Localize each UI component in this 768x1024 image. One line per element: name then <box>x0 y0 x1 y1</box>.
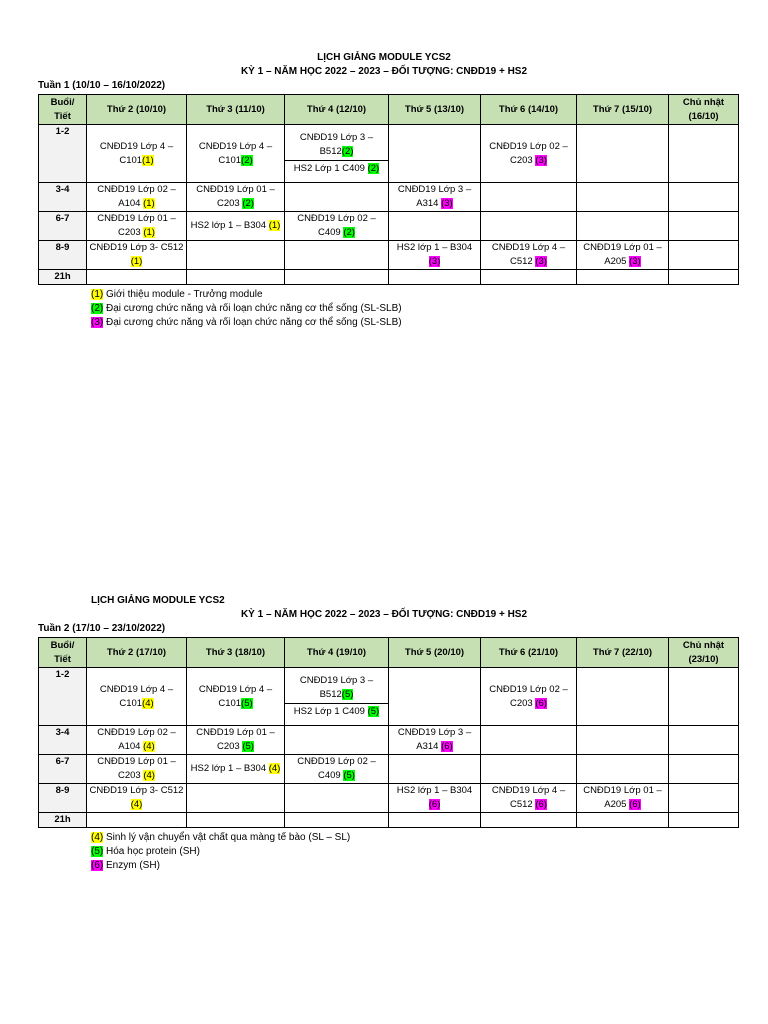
empty-cell <box>577 270 669 285</box>
empty-cell <box>285 813 389 828</box>
session-cell: CNĐD19 Lớp 02 – C409 (2) <box>285 212 389 241</box>
slot-label: 6-7 <box>39 755 87 784</box>
empty-cell <box>669 270 739 285</box>
session-cell: CNĐD19 Lớp 02 – A104 (4) <box>87 726 187 755</box>
session-cell: CNĐD19 Lớp 4 – C101(4) <box>87 668 187 726</box>
empty-cell <box>481 726 577 755</box>
header-tue: Thứ 3 (11/10) <box>187 95 285 125</box>
session-cell: CNĐD19 Lớp 4 – C101(1) <box>87 125 187 183</box>
empty-cell <box>187 270 285 285</box>
session-cell-split: CNĐD19 Lớp 3 – B512(5) HS2 Lớp 1 C409 (5) <box>285 668 389 726</box>
session-cell: CNĐD19 Lớp 02 – C409 (5) <box>285 755 389 784</box>
empty-cell <box>285 726 389 755</box>
session-cell: CNĐD19 Lớp 4 – C512 (3) <box>481 241 577 270</box>
session-cell: CNĐD19 Lớp 4 – C101(5) <box>187 668 285 726</box>
session-cell: HS2 lớp 1 – B304 (6) <box>389 784 481 813</box>
session-cell: CNĐD19 Lớp 01 – C203 (2) <box>187 183 285 212</box>
schedule-table <box>38 637 739 828</box>
slot-label: 3-4 <box>39 726 87 755</box>
slot-label: 3-4 <box>39 183 87 212</box>
header-sun: Chủ nhật (23/10) <box>669 638 739 668</box>
session-cell: CNĐD19 Lớp 01 – A205 (3) <box>577 241 669 270</box>
empty-cell <box>481 212 577 241</box>
legend-item: (5) Hóa học protein (SH) <box>91 846 200 857</box>
session-cell: HS2 lớp 1 – B304 (4) <box>187 755 285 784</box>
empty-cell <box>577 726 669 755</box>
header-fri: Thứ 6 (14/10) <box>481 95 577 125</box>
header-slot: Buổi/ Tiết <box>39 638 87 668</box>
empty-cell <box>481 270 577 285</box>
empty-cell <box>389 668 481 726</box>
schedule-table <box>38 94 739 285</box>
header-mon: Thứ 2 (10/10) <box>87 95 187 125</box>
slot-label: 1-2 <box>39 125 87 183</box>
session-cell: CNĐD19 Lớp 3 – A314 (3) <box>389 183 481 212</box>
header-tue: Thứ 3 (18/10) <box>187 638 285 668</box>
session-cell: CNĐD19 Lớp 01 – C203 (4) <box>87 755 187 784</box>
session-cell-split: CNĐD19 Lớp 3 – B512(2) HS2 Lớp 1 C409 (2) <box>285 125 389 183</box>
header-sun: Chủ nhật (16/10) <box>669 95 739 125</box>
legend-item: (3) Đại cương chức năng và rối loạn chức năng cơ thể sống (SL-SLB) <box>91 317 402 328</box>
legend-item: (4) Sinh lý vận chuyển vật chất qua màng tế bào (SL – SL) <box>91 832 351 843</box>
header-sat: Thứ 7 (22/10) <box>577 638 669 668</box>
empty-cell <box>389 755 481 784</box>
empty-cell <box>87 270 187 285</box>
schedule-title: LỊCH GIẢNG MODULE YCS2 <box>91 595 225 606</box>
legend <box>91 831 350 873</box>
slot-label: 1-2 <box>39 668 87 726</box>
session-cell: CNĐD19 Lớp 02 – C203 (3) <box>481 125 577 183</box>
empty-cell <box>577 813 669 828</box>
empty-cell <box>669 183 739 212</box>
empty-cell <box>669 755 739 784</box>
session-cell: HS2 lớp 1 – B304 (3) <box>389 241 481 270</box>
empty-cell <box>577 755 669 784</box>
empty-cell <box>481 755 577 784</box>
header-sat: Thứ 7 (15/10) <box>577 95 669 125</box>
session-cell: CNĐD19 Lớp 3- C512 (1) <box>87 241 187 270</box>
header-fri: Thứ 6 (21/10) <box>481 638 577 668</box>
empty-cell <box>669 125 739 183</box>
empty-cell <box>285 784 389 813</box>
empty-cell <box>669 726 739 755</box>
session-cell: CNĐD19 Lớp 01 – C203 (1) <box>87 212 187 241</box>
empty-cell <box>669 241 739 270</box>
session-cell: CNĐD19 Lớp 01 – C203 (5) <box>187 726 285 755</box>
slot-label: 6-7 <box>39 212 87 241</box>
empty-cell <box>577 125 669 183</box>
empty-cell <box>389 125 481 183</box>
empty-cell <box>389 212 481 241</box>
empty-cell <box>669 813 739 828</box>
header-mon: Thứ 2 (17/10) <box>87 638 187 668</box>
empty-cell <box>187 241 285 270</box>
week-label: Tuần 1 (10/10 – 16/10/2022) <box>38 80 166 91</box>
schedule-subtitle: KỲ 1 – NĂM HỌC 2022 – 2023 – ĐỐI TƯỢNG: CNĐD19 + HS2 <box>240 609 528 620</box>
empty-cell <box>669 668 739 726</box>
header-thu: Thứ 5 (13/10) <box>389 95 481 125</box>
empty-cell <box>481 813 577 828</box>
session-cell: CNĐD19 Lớp 3- C512 (4) <box>87 784 187 813</box>
empty-cell <box>187 813 285 828</box>
empty-cell <box>577 668 669 726</box>
header-thu: Thứ 5 (20/10) <box>389 638 481 668</box>
session-cell: CNĐD19 Lớp 02 – A104 (1) <box>87 183 187 212</box>
legend-item: (1) Giới thiệu module - Trưởng module <box>91 289 263 300</box>
empty-cell <box>87 813 187 828</box>
session-cell: CNĐD19 Lớp 02 – C203 (6) <box>481 668 577 726</box>
slot-label: 8-9 <box>39 241 87 270</box>
empty-cell <box>187 784 285 813</box>
empty-cell <box>481 183 577 212</box>
session-cell: HS2 lớp 1 – B304 (1) <box>187 212 285 241</box>
empty-cell <box>577 212 669 241</box>
legend-item: (2) Đại cương chức năng và rối loạn chức năng cơ thể sống (SL-SLB) <box>91 303 402 314</box>
header-wed: Thứ 4 (12/10) <box>285 95 389 125</box>
empty-cell <box>389 813 481 828</box>
slot-label: 8-9 <box>39 784 87 813</box>
empty-cell <box>577 183 669 212</box>
slot-label: 21h <box>39 270 87 285</box>
empty-cell <box>285 241 389 270</box>
legend <box>91 288 402 330</box>
slot-label: 21h <box>39 813 87 828</box>
header-wed: Thứ 4 (19/10) <box>285 638 389 668</box>
session-cell: CNĐD19 Lớp 3 – A314 (6) <box>389 726 481 755</box>
session-cell: CNĐD19 Lớp 4 – C101(2) <box>187 125 285 183</box>
empty-cell <box>389 270 481 285</box>
empty-cell <box>285 183 389 212</box>
session-cell: CNĐD19 Lớp 01 – A205 (6) <box>577 784 669 813</box>
empty-cell <box>285 270 389 285</box>
empty-cell <box>669 212 739 241</box>
empty-cell <box>669 784 739 813</box>
header-slot: Buổi/ Tiết <box>39 95 87 125</box>
week-label: Tuần 2 (17/10 – 23/10/2022) <box>38 623 166 634</box>
schedule-subtitle: KỲ 1 – NĂM HỌC 2022 – 2023 – ĐỐI TƯỢNG: CNĐD19 + HS2 <box>240 66 528 77</box>
schedule-title: LỊCH GIẢNG MODULE YCS2 <box>317 52 451 63</box>
session-cell: CNĐD19 Lớp 4 – C512 (6) <box>481 784 577 813</box>
legend-item: (6) Enzym (SH) <box>91 860 160 871</box>
